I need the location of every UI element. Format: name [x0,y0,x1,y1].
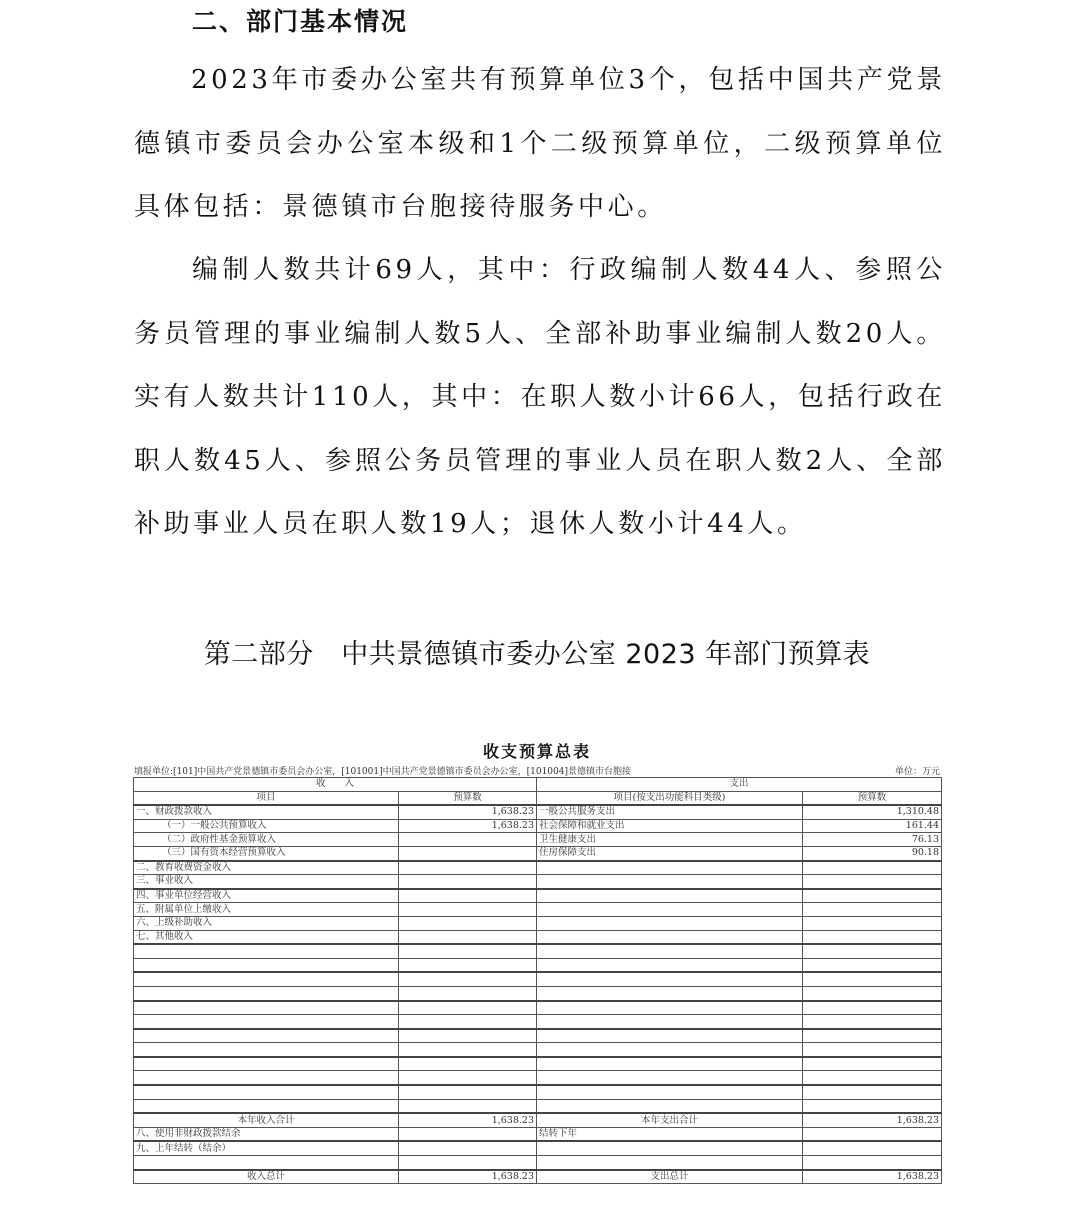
income-item: 二、教育收费资金收入 [134,861,399,875]
income-item: 四、事业单位经营收入 [134,889,399,903]
table-row [134,846,942,860]
empty-cell [537,1099,803,1113]
table-row [134,1141,942,1155]
empty-cell [537,1043,803,1057]
empty-cell [803,1071,942,1085]
empty-row [134,1099,942,1113]
empty-cell [399,958,537,972]
empty-cell [399,986,537,1000]
paragraph-1-text: 2023年市委办公室共有预算单位3个，包括中国共产党景德镇市委员会办公室本级和1个二级预算单位，二级预算单位具体包括：景德镇市台胞接待服务中心。 [134,65,946,222]
paragraph-2-text: 编制人数共计69人，其中：行政编制人数44人、参照公务员管理的事业编制人数5人、全部补助事业编制人数20人。实有人数共计110人，其中：在职人数小计66人，包括行政在职人数45人、参照公务员管理的事业人员在职人数2人、全部补助事业人员在职人数19人；退休人数小计44人。 [134,255,946,539]
fill-unit: 填报单位:[101]中国共产党景德镇市委员会办公室，[101001]中国共产党景德镇市委员会办公室，[101004]景德镇市台胞接 [134,767,631,777]
empty-cell [134,944,399,958]
paragraph-staffing [134,239,946,557]
empty-row [134,1156,942,1170]
table-row [134,833,942,847]
empty-cell [803,1057,942,1071]
empty-row [134,1043,942,1057]
income-grand-total-label: 收入总计 [134,1170,399,1184]
empty-cell [537,1141,803,1155]
expense-item [537,903,803,917]
table-row [134,889,942,903]
year-income-total: 1,638.23 [399,1113,537,1127]
row8-income-item: 八、使用非财政拨款结余 [134,1127,399,1141]
table-row [134,1127,942,1141]
empty-cell [134,1001,399,1015]
expense-item [537,875,803,889]
empty-row [134,1071,942,1085]
expense-grand-total-label: 支出总计 [537,1170,803,1184]
empty-row [134,944,942,958]
empty-cell [537,1085,803,1099]
empty-cell [399,1015,537,1029]
paragraph-budget-units [134,49,946,240]
empty-cell [399,1127,537,1141]
col-budget: 预算数 [399,791,537,805]
empty-cell [803,958,942,972]
empty-cell [399,1057,537,1071]
expense-item: 住房保障支出 [537,846,803,860]
empty-row [134,1029,942,1043]
expense-item [537,916,803,930]
empty-cell [803,1043,942,1057]
income-item: （一）一般公共预算收入 [134,819,399,833]
empty-cell [537,1057,803,1071]
row9-income-item: 九、上年结转（结余） [134,1141,399,1155]
income-item: 七、其他收入 [134,930,399,944]
empty-row [134,972,942,986]
budget-summary-table [133,777,941,1184]
empty-cell [537,1156,803,1170]
table-row [134,916,942,930]
income-value [399,875,537,889]
empty-cell [803,1099,942,1113]
empty-cell [803,1015,942,1029]
income-item: （二）政府性基金预算收入 [134,833,399,847]
empty-cell [399,944,537,958]
income-item: （三）国有资本经营预算收入 [134,846,399,860]
income-value [399,846,537,860]
expense-item [537,930,803,944]
expense-item: 卫生健康支出 [537,833,803,847]
empty-cell [134,986,399,1000]
table-row [134,875,942,889]
empty-cell [134,1015,399,1029]
empty-row [134,1057,942,1071]
empty-row [134,958,942,972]
col-expense-budget: 预算数 [803,791,942,805]
row8-expense-item: 结转下年 [537,1127,803,1141]
empty-cell [803,986,942,1000]
income-item: 三、事业收入 [134,875,399,889]
year-expense-total: 1,638.23 [803,1113,942,1127]
expense-value: 76.13 [803,833,942,847]
expense-value [803,903,942,917]
expense-value [803,889,942,903]
table-row [134,805,942,819]
expense-value [803,861,942,875]
income-value: 1,638.23 [399,805,537,819]
empty-cell [803,1001,942,1015]
empty-cell [803,1029,942,1043]
empty-row [134,986,942,1000]
grand-total-row [134,1170,942,1184]
year-total-row [134,1113,942,1127]
income-item: 五、附属单位上缴收入 [134,903,399,917]
income-value [399,889,537,903]
empty-cell [537,958,803,972]
empty-cell [399,1099,537,1113]
income-item: 一、财政拨款收入 [134,805,399,819]
part-title: 第二部分 中共景德镇市委办公室 2023 年部门预算表 [203,639,871,670]
empty-cell [399,1071,537,1085]
expense-value: 90.18 [803,846,942,860]
empty-cell [803,1085,942,1099]
empty-cell [134,1029,399,1043]
income-value [399,903,537,917]
table-row [134,861,942,875]
empty-cell [134,1071,399,1085]
col-expense-item: 项目(按支出功能科目类级) [537,791,803,805]
unit-label: 单位：万元 [894,767,940,777]
expense-item [537,889,803,903]
empty-cell [537,944,803,958]
empty-cell [134,1085,399,1099]
expense-item: 社会保障和就业支出 [537,819,803,833]
empty-cell [537,1071,803,1085]
income-value: 1,638.23 [399,819,537,833]
expense-value [803,916,942,930]
empty-cell [803,972,942,986]
empty-cell [803,944,942,958]
income-grand-total: 1,638.23 [399,1170,537,1184]
expense-value: 1,310.48 [803,805,942,819]
empty-cell [537,972,803,986]
table-row [134,819,942,833]
expense-grand-total: 1,638.23 [803,1170,942,1184]
empty-cell [134,1099,399,1113]
empty-cell [537,1015,803,1029]
empty-cell [399,1141,537,1155]
section-heading: 二、部门基本情况 [192,7,409,36]
expense-value: 161.44 [803,819,942,833]
empty-cell [537,986,803,1000]
empty-row [134,1001,942,1015]
empty-cell [803,1141,942,1155]
table-row [134,930,942,944]
empty-cell [399,1029,537,1043]
empty-cell [134,972,399,986]
empty-cell [134,958,399,972]
expense-value [803,875,942,889]
empty-cell [537,1001,803,1015]
expense-item [537,861,803,875]
income-value [399,916,537,930]
empty-cell [134,1043,399,1057]
expense-item: 一般公共服务支出 [537,805,803,819]
table-column-header-row [134,791,942,805]
year-income-total-label: 本年收入合计 [134,1113,399,1127]
empty-row [134,1015,942,1029]
empty-cell [399,1043,537,1057]
empty-cell [537,1029,803,1043]
income-item: 六、上级补助收入 [134,916,399,930]
expense-value [803,930,942,944]
empty-cell [399,1001,537,1015]
income-header: 收 入 [134,778,537,792]
empty-cell [399,972,537,986]
col-item: 项目 [134,791,399,805]
empty-cell [803,1127,942,1141]
empty-cell [803,1156,942,1170]
empty-cell [134,1156,399,1170]
empty-cell [399,1085,537,1099]
income-value [399,833,537,847]
empty-cell [399,1156,537,1170]
table-group-header-row [134,778,942,792]
income-value [399,930,537,944]
empty-cell [134,1057,399,1071]
empty-row [134,1085,942,1099]
table-title: 收支预算总表 [482,742,591,761]
income-value [399,861,537,875]
expense-header: 支出 [537,778,942,792]
table-row [134,903,942,917]
year-expense-total-label: 本年支出合计 [537,1113,803,1127]
